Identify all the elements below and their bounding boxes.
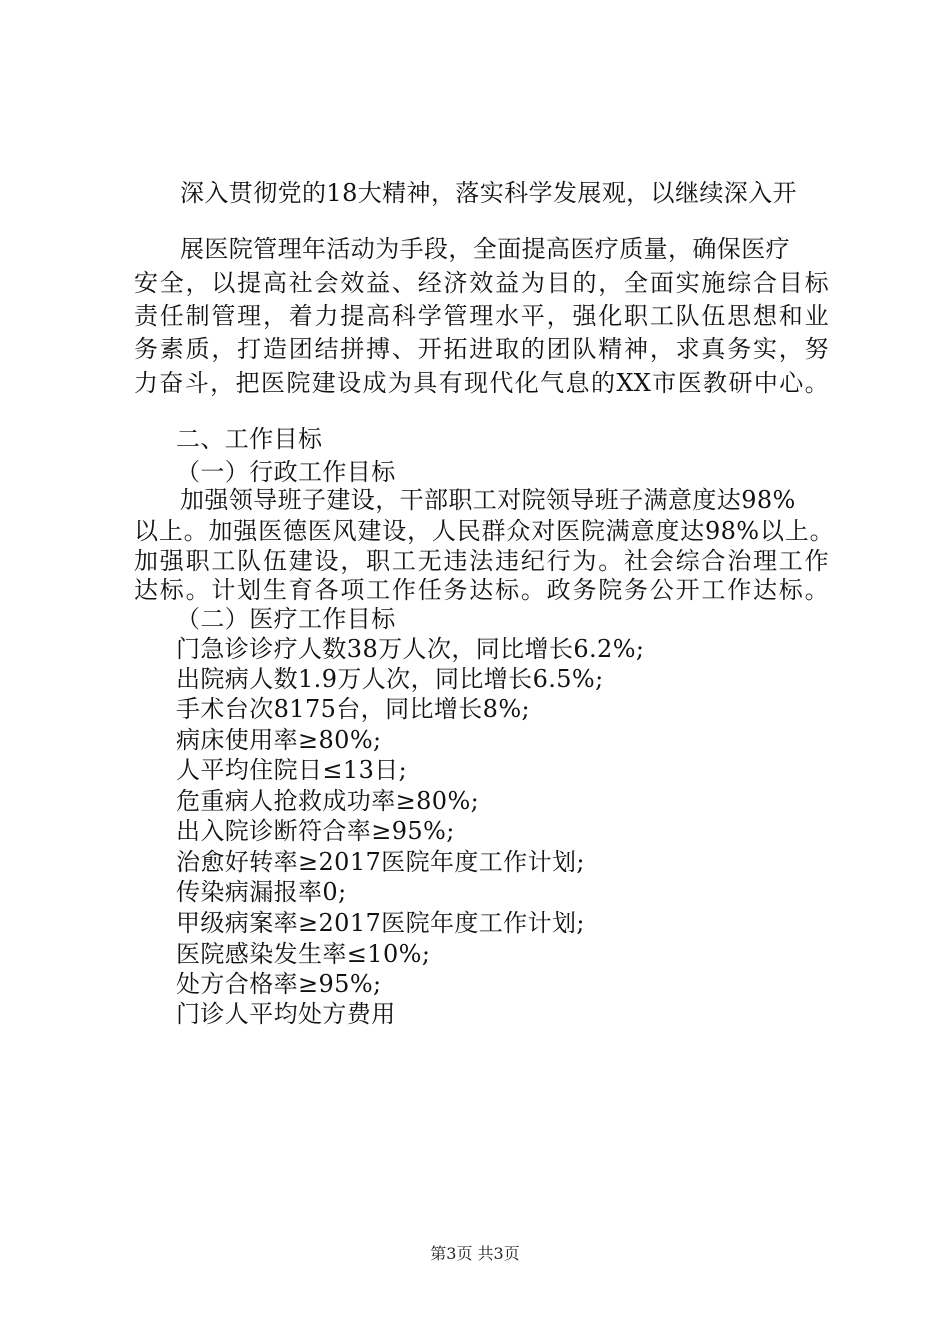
medical-item: 手术台次8175台，同比增长8%;: [176, 695, 531, 723]
medical-item: 门诊人平均处方费用: [176, 1000, 396, 1028]
admin-paragraph-line-2: 以上。加强医德医风建设，人民群众对医院满意度达98%以上。: [134, 517, 834, 545]
paragraph-1-line-1: 展医院管理年活动为手段，全面提高医疗质量，确保医疗: [180, 235, 790, 263]
medical-item: 人平均住院日≤13日;: [176, 756, 408, 784]
admin-paragraph-line-4: 达标。计划生育各项工作任务达标。政务院务公开工作达标。: [134, 576, 829, 604]
medical-item: 病床使用率≥80%;: [176, 726, 382, 754]
page-number-footer: 第3页 共3页: [430, 1244, 520, 1263]
paragraph-1-line-5: 力奋斗，把医院建设成为具有现代化气息的XX市医教研中心。: [134, 369, 829, 397]
medical-item: 处方合格率≥95%;: [176, 970, 382, 998]
paragraph-1-line-2: 安全，以提高社会效益、经济效益为目的，全面实施综合目标: [134, 269, 829, 297]
medical-item: 出院病人数1.9万人次，同比增长6.5%;: [176, 665, 604, 693]
medical-item: 治愈好转率≥2017医院年度工作计划;: [176, 848, 585, 876]
section-heading: 二、工作目标: [176, 425, 323, 453]
medical-item: 门急诊诊疗人数38万人次，同比增长6.2%;: [176, 635, 645, 663]
medical-item: 危重病人抢救成功率≥80%;: [176, 787, 480, 815]
paragraph-1-line-3: 责任制管理，着力提高科学管理水平，强化职工队伍思想和业: [134, 302, 829, 330]
medical-item: 医院感染发生率≤10%;: [176, 940, 431, 968]
medical-goals-heading: （二）医疗工作目标: [176, 605, 396, 633]
medical-item: 出入院诊断符合率≥95%;: [176, 817, 455, 845]
admin-paragraph-line-1: 加强领导班子建设，干部职工对院领导班子满意度达98%: [180, 486, 796, 514]
admin-goals-heading: （一）行政工作目标: [176, 458, 396, 486]
medical-item: 传染病漏报率0;: [176, 878, 347, 906]
admin-paragraph-line-3: 加强职工队伍建设，职工无违法违纪行为。社会综合治理工作: [134, 547, 829, 575]
intro-line: 深入贯彻党的18大精神，落实科学发展观，以继续深入开: [180, 179, 797, 207]
medical-item: 甲级病案率≥2017医院年度工作计划;: [176, 909, 585, 937]
paragraph-1-line-4: 务素质，打造团结拼搏、开拓进取的团队精神，求真务实，努: [134, 335, 829, 363]
